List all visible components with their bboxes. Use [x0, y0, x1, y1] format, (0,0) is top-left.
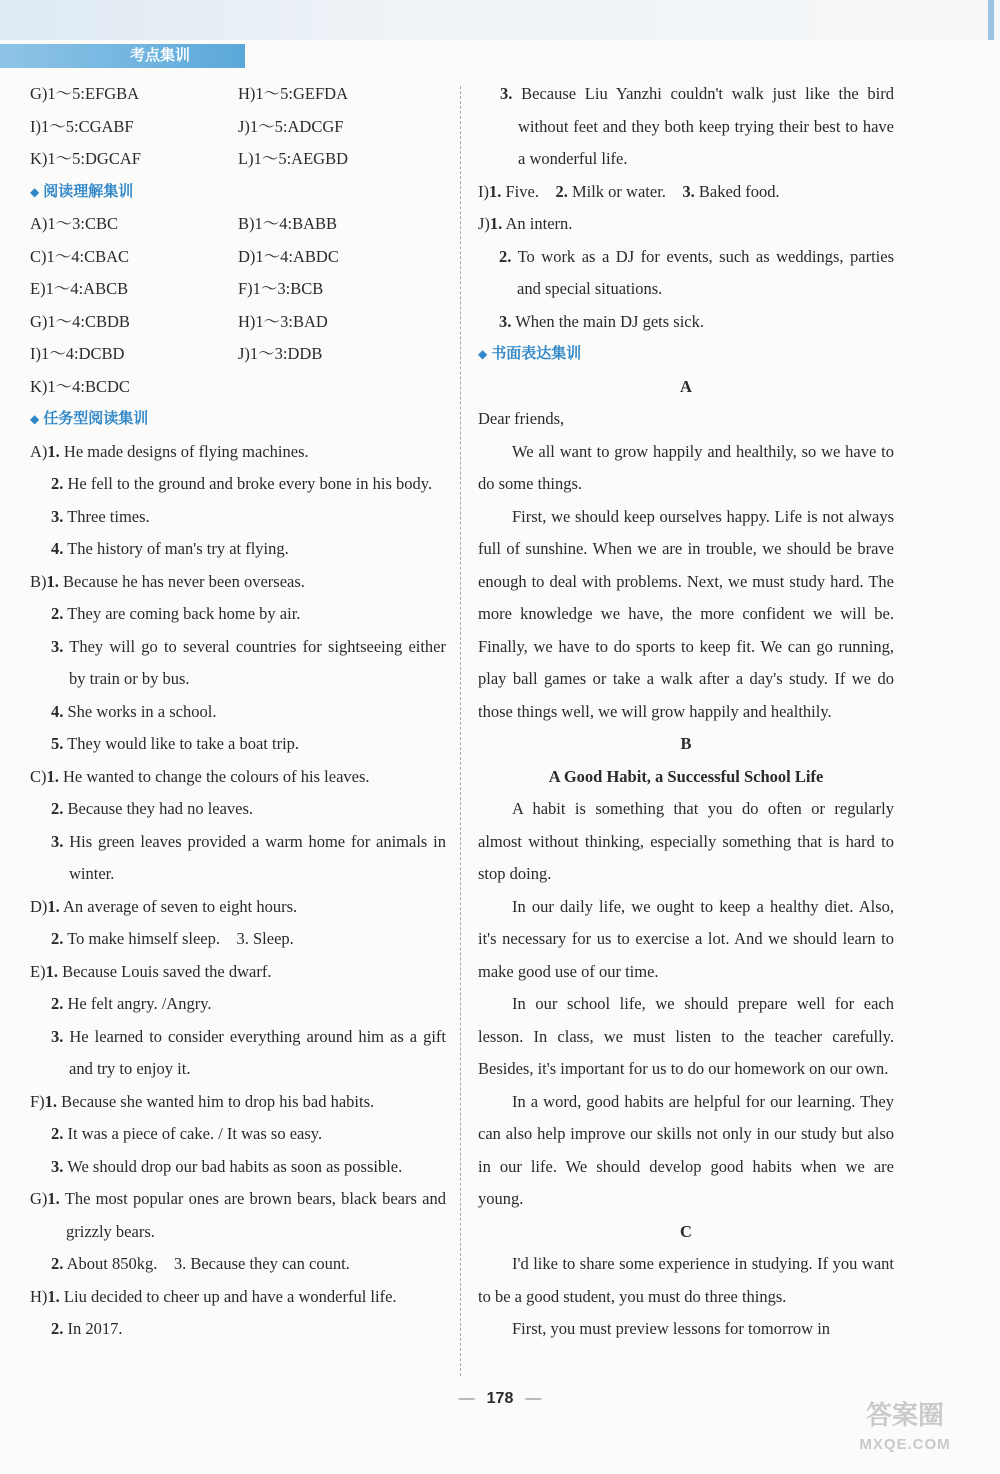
answer-line	[30, 436, 446, 469]
question-number: 2.	[51, 799, 64, 818]
question-letter: A)	[30, 441, 48, 461]
answer-h3: 3. Because Liu Yanzhi couldn't walk just like the bird without feet and they both keep trying their best to have a wonderful life.	[500, 84, 895, 168]
answer-text: In 2017.	[67, 1319, 123, 1338]
essay-a-greeting: Dear friends,	[478, 409, 565, 428]
question-number: 2.	[51, 604, 64, 623]
question-number: 2.	[51, 474, 64, 493]
question-number: 4.	[51, 701, 64, 721]
essay-b-paragraph: In our daily life, we ought to keep a healthy diet. Also, it's necessary for us to exercise a lot. And we should learn to make good use of our time.	[478, 896, 894, 981]
answer-text: The history of man's try at flying.	[67, 539, 289, 558]
question-letter: B)	[30, 571, 47, 591]
answer-text: Liu decided to cheer up and have a wonderful life.	[63, 1286, 397, 1306]
answer-key: A)1～3:CBC	[30, 214, 119, 233]
question-number: 1.	[47, 1286, 60, 1306]
answer-key: I)1～4:DCBD	[30, 344, 125, 363]
question-number: 1.	[46, 571, 59, 591]
question-letter: F)	[30, 1091, 45, 1111]
answer-text: The most popular ones are brown bears, black bears and grizzly bears.	[64, 1189, 446, 1241]
answer-line	[30, 1281, 446, 1314]
answer-line	[30, 826, 446, 891]
answer-key: L)1～5:AEGBD	[238, 149, 348, 168]
answer-key: G)1～4:CBDB	[30, 311, 130, 331]
answer-row	[30, 208, 446, 241]
question-number: 1.	[45, 961, 58, 981]
essay-b-paragraph: In our school life, we should prepare well for each lesson. In class, we must listen to the teacher carefully. Besides, it's important for us to do our homework on our own.	[478, 994, 894, 1078]
question-number: 1.	[44, 1091, 58, 1111]
question-number: 5.	[51, 734, 64, 753]
answer-key: I)1～5:CGABF	[30, 116, 134, 136]
left-column	[30, 78, 446, 1346]
answer-text: Because Louis saved the dwarf.	[62, 961, 272, 981]
answer-line	[30, 1248, 446, 1281]
answer-key: F)1～3:BCB	[238, 279, 324, 298]
answer-k: K)1～4:BCDC	[30, 376, 130, 396]
diamond-icon: ◆	[478, 347, 488, 361]
question-number: 3.	[51, 1026, 64, 1046]
answer-row	[30, 78, 446, 111]
question-number: 1.	[47, 441, 60, 461]
question-number: 3.	[51, 506, 64, 526]
question-number: 2.	[51, 929, 64, 948]
answer-text: They would like to take a boat trip.	[67, 734, 300, 753]
edge-tab	[988, 0, 994, 40]
answer-pairs-b	[30, 208, 446, 371]
answer-line	[30, 728, 446, 761]
answer-j1: J)1. An intern.	[478, 214, 573, 233]
answer-text: He fell to the ground and broke every bone in his body.	[67, 474, 433, 493]
question-letter: H)	[30, 1286, 48, 1306]
watermark-logo: 答案圈 MXQE.COM	[859, 1400, 951, 1453]
essay-b-paragraph: In a word, good habits are helpful for our learning. They can also help improve our skills not only in our study but also in our life. We should develop good habits when we are young.	[478, 1091, 894, 1208]
answer-pairs-a	[30, 78, 446, 176]
question-number: 3.	[51, 831, 64, 851]
question-letter: G)	[30, 1189, 48, 1208]
answer-text: They will go to several countries for sightseeing either by train or by bus.	[69, 636, 446, 688]
answer-text: It was a piece of cake. / It was so easy.	[67, 1124, 323, 1143]
answer-line	[30, 891, 446, 924]
answer-row	[30, 143, 446, 176]
answer-text: He made designs of flying machines.	[63, 441, 309, 461]
answer-line	[30, 696, 446, 729]
question-number: 3.	[51, 636, 64, 656]
question-number: 2.	[51, 1319, 64, 1338]
essay-c-paragraph: I'd like to share some experience in studying. If you want to be a good student, you must do three things.	[478, 1254, 894, 1306]
answer-line	[30, 793, 446, 826]
essay-b-paragraph: A habit is something that you do often or regularly almost without thinking, especially something that is hard to stop doing.	[478, 799, 894, 883]
answer-text: We should drop our bad habits as soon as possible.	[67, 1156, 403, 1176]
answer-text: Because she wanted him to drop his bad habits.	[61, 1091, 375, 1111]
answer-key: J)1～3:DDB	[238, 344, 323, 363]
answer-line	[30, 956, 446, 989]
answer-text: He learned to consider everything around him as a gift and try to enjoy it.	[69, 1026, 446, 1078]
answer-line	[30, 1021, 446, 1086]
answer-j2: 2. To work as a DJ for events, such as weddings, parties and special situations.	[499, 246, 894, 298]
question-number: 2.	[51, 1254, 64, 1273]
answer-key: H)1～3:BAD	[238, 311, 328, 331]
essay-b-heading: A Good Habit, a Successful School Life	[548, 766, 824, 786]
essay-b-title: B	[680, 734, 692, 753]
top-band	[0, 0, 1000, 40]
column-divider	[460, 86, 461, 1376]
question-number: 1.	[47, 896, 60, 916]
answer-line	[30, 1313, 446, 1346]
answer-line	[30, 468, 446, 501]
answer-text: Three times.	[67, 506, 150, 526]
answer-line	[30, 1118, 446, 1151]
essay-c-paragraph: First, you must preview lessons for tomorrow in	[512, 1319, 831, 1338]
right-column	[478, 78, 894, 1346]
essay-c-title: C	[680, 1221, 692, 1241]
answer-line	[30, 631, 446, 696]
answer-line	[30, 566, 446, 599]
answer-text: He wanted to change the colours of his leaves.	[63, 766, 370, 786]
answer-text: About 850kg. 3. Because they can count.	[66, 1254, 350, 1273]
answer-row	[30, 273, 446, 306]
question-number: 1.	[47, 1189, 60, 1208]
section-heading-task: ◆ 任务型阅读集训	[30, 410, 149, 427]
answer-row	[30, 306, 446, 339]
diamond-icon: ◆	[30, 412, 40, 426]
page-number: — 178 —	[458, 1390, 542, 1407]
question-number: 2.	[51, 1124, 64, 1143]
answer-text: Because they had no leaves.	[67, 799, 254, 818]
answer-key: G)1～5:EFGBA	[30, 84, 140, 103]
answer-text: Because he has never been overseas.	[63, 571, 305, 591]
essay-a-paragraph: First, we should keep ourselves happy. Life is not always full of sunshine. When we are in trouble, we should be brave enough to deal with problems. Next, we must study hard. The more knowledge we have, the more confident we will be. Finally, we have to do sports to keep fit. We can go running, play ball games or take a walk after a day's study. If we do those things well, we will grow happily and healthily.	[478, 506, 894, 721]
answer-key: D)1～4:ABDC	[238, 246, 339, 266]
answer-line	[30, 1086, 446, 1119]
answer-line	[30, 533, 446, 566]
answer-text: To make himself sleep. 3. Sleep.	[67, 929, 294, 948]
answer-line	[30, 1183, 446, 1248]
answer-key: E)1～4:ABCB	[30, 279, 129, 298]
answer-text: An average of seven to eight hours.	[63, 896, 298, 916]
answer-line	[30, 761, 446, 794]
question-letter: D)	[30, 896, 48, 916]
answer-line	[30, 1151, 446, 1184]
answer-text: She works in a school.	[67, 701, 217, 721]
answer-row	[30, 241, 446, 274]
answer-line	[30, 501, 446, 534]
answer-line	[30, 923, 446, 956]
answer-j3: 3. When the main DJ gets sick.	[499, 311, 704, 331]
answer-text: His green leaves provided a warm home for animals in winter.	[69, 831, 446, 883]
answer-key: C)1～4:CBAC	[30, 246, 130, 266]
question-number: 3.	[51, 1156, 64, 1176]
essay-a-title: A	[680, 376, 692, 396]
essay-a-paragraph: We all want to grow happily and healthily, so we have to do some things.	[478, 441, 894, 493]
diamond-icon: ◆	[30, 184, 40, 199]
answer-line	[30, 988, 446, 1021]
section-heading-writing: ◆ 书面表达集训	[478, 345, 582, 362]
question-letter: C)	[30, 766, 47, 786]
section-heading-reading: ◆ 阅读理解集训	[30, 182, 134, 200]
task-answers	[30, 436, 446, 1346]
answer-line	[30, 598, 446, 631]
header-label: 考点集训	[0, 44, 245, 68]
question-number: 4.	[51, 539, 64, 558]
answer-row	[30, 111, 446, 144]
answer-row	[30, 338, 446, 371]
answer-key: H)1～5:GEFDA	[238, 84, 348, 103]
answer-text: He felt angry. /Angry.	[67, 994, 212, 1013]
answer-text: They are coming back home by air.	[67, 604, 301, 623]
answer-i: I)1. Five. 2. Milk or water. 3. Baked food.	[478, 181, 780, 201]
answer-key: B)1～4:BABB	[238, 214, 338, 233]
question-number: 1.	[46, 766, 59, 786]
question-number: 2.	[51, 994, 64, 1013]
question-letter: E)	[30, 961, 46, 981]
answer-key: J)1～5:ADCGF	[238, 116, 344, 136]
answer-key: K)1～5:DGCAF	[30, 149, 141, 168]
